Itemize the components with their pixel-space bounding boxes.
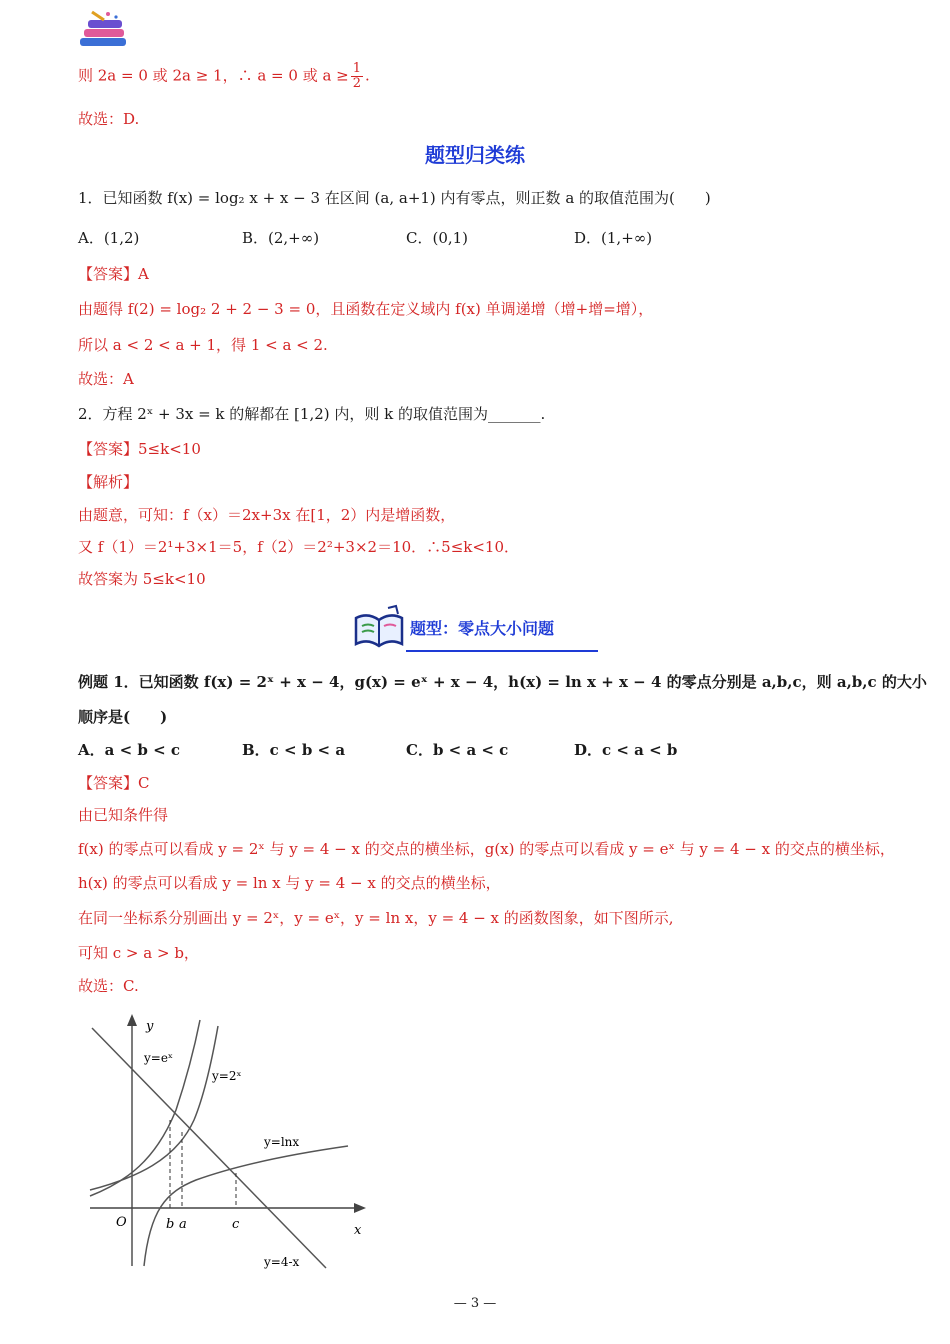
tick-c: c — [232, 1217, 240, 1232]
tick-a: a — [179, 1217, 187, 1232]
q1-solution-2: 所以 a < 2 < a + 1，得 1 < a < 2. — [78, 336, 328, 354]
y-axis-label: y — [146, 1019, 154, 1034]
top-line-1: 则 2a = 0 或 2a ≥ 1，∴ a = 0 或 a ≥ — [78, 66, 349, 85]
example1-stem-2: 顺序是( ) — [78, 708, 168, 726]
q1-option-b: B．(2,+∞) — [242, 229, 320, 247]
q1-stem: 1．已知函数 f(x) = log₂ x + x − 3 在区间 (a, a+1) 内有零点，则正数 a 的取值范围为( ) — [78, 189, 711, 207]
curve-ln — [144, 1146, 348, 1266]
fraction-numerator: 1 — [352, 61, 362, 76]
q1-option-d: D．(1,+∞) — [574, 229, 653, 247]
example1-option-c: C．b < a < c — [406, 741, 509, 759]
example1-solution-4: 在同一坐标系分别画出 y = 2ˣ，y = eˣ，y = ln x，y = 4 − x 的函数图象，如下图所示, — [78, 909, 674, 927]
open-book-icon — [352, 604, 406, 650]
q2-analysis-label: 【解析】 — [78, 473, 139, 491]
fraction-denominator: 2 — [352, 76, 362, 91]
section-title: 题型归类练 — [425, 143, 525, 167]
banner-underline — [406, 650, 598, 652]
label-y-4-minus-x: y=4-x — [264, 1255, 300, 1269]
one-half-fraction — [351, 62, 363, 91]
example1-stem-1: 例题 1．已知函数 f(x) = 2ˣ + x − 4，g(x) = eˣ + x − 4，h(x) = ln x + x − 4 的零点分别是 a,b,c，则 a,b,c 的大小 — [78, 673, 927, 691]
origin-label: O — [116, 1215, 127, 1230]
example1-option-b: B．c < b < a — [242, 741, 346, 759]
example1-solution-1: 由已知条件得 — [78, 806, 169, 824]
top-line-end: . — [365, 66, 370, 85]
x-axis-arrow — [354, 1203, 366, 1213]
top-conclusion: 故选：D. — [78, 110, 140, 128]
page-number: — 3 — — [453, 1296, 497, 1311]
label-y-ex: y=eˣ — [144, 1051, 174, 1065]
example1-option-a: A．a < b < c — [78, 741, 181, 759]
tick-b: b — [166, 1217, 175, 1232]
example1-solution-6: 故选：C. — [78, 977, 139, 995]
q1-option-c: C．(0,1) — [406, 229, 469, 247]
q2-solution-2: 又 f（1）＝2¹+3×1＝5，f（2）＝2²+3×2＝10．∴5≤k<10． — [78, 538, 520, 556]
books-logo-icon — [78, 8, 130, 50]
q1-solution-1: 由题得 f(2) = log₂ 2 + 2 − 3 = 0，且函数在定义域内 f(x) 单调递增（增+增=增）， — [78, 300, 654, 318]
example1-option-d: D．c < a < b — [574, 741, 678, 759]
q2-answer: 【答案】5≤k<10 — [78, 440, 201, 458]
example1-solution-2: f(x) 的零点可以看成 y = 2ˣ 与 y = 4 − x 的交点的横坐标，g(x) 的零点可以看成 y = eˣ 与 y = 4 − x 的交点的横坐标， — [78, 840, 895, 858]
banner-label: 题型：零点大小问题 — [410, 619, 555, 638]
q1-solution-3: 故选：A — [78, 370, 134, 388]
q2-solution-1: 由题意，可知：f（x）＝2x+3x 在[1，2）内是增函数， — [78, 506, 456, 524]
y-axis-arrow — [127, 1014, 137, 1026]
x-axis-label: x — [354, 1223, 362, 1238]
topic-banner — [352, 604, 600, 652]
q1-option-a: A．(1,2) — [78, 229, 140, 247]
q2-solution-3: 故答案为 5≤k<10 — [78, 570, 206, 588]
example1-solution-3: h(x) 的零点可以看成 y = ln x 与 y = 4 − x 的交点的横坐标， — [78, 874, 501, 892]
top-derivation-line — [78, 62, 370, 91]
example1-solution-5: 可知 c > a > b， — [78, 944, 199, 962]
label-y-lnx: y=lnx — [264, 1135, 300, 1149]
q1-answer: 【答案】A — [78, 265, 149, 283]
label-y-2x: y=2ˣ — [212, 1069, 242, 1083]
q2-stem: 2．方程 2ˣ + 3x = k 的解都在 [1,2) 内，则 k 的取值范围为_______. — [78, 405, 546, 423]
example1-answer: 【答案】C — [78, 774, 150, 792]
function-graph — [86, 1010, 376, 1272]
